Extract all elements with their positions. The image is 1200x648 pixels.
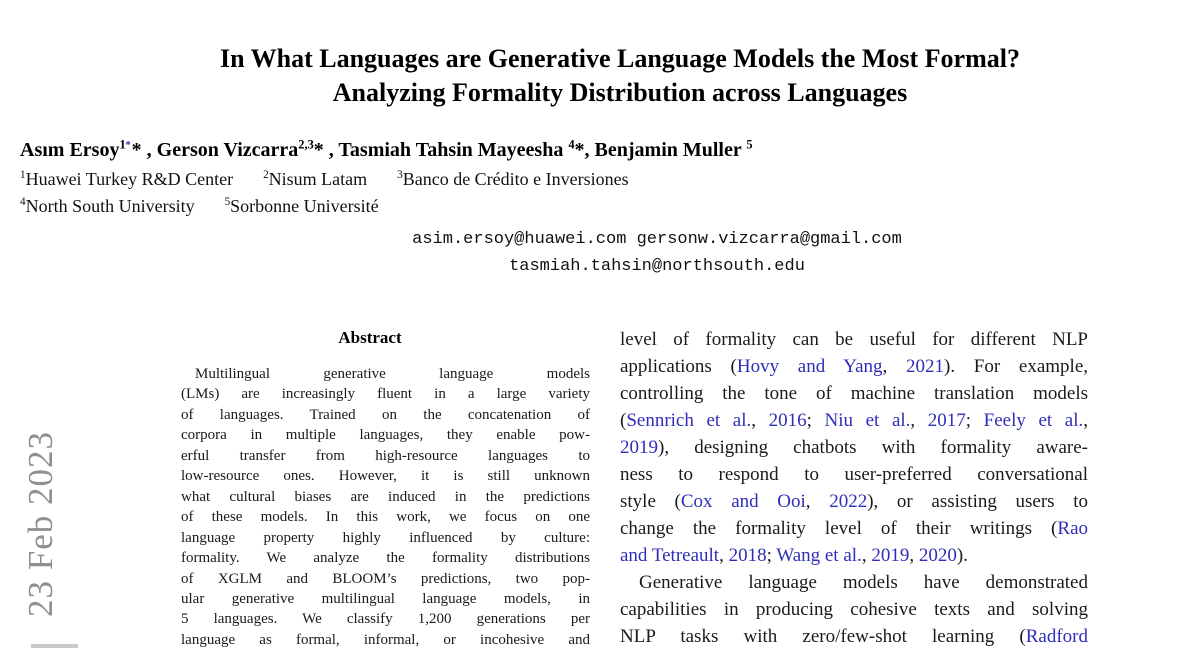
text-segment: , — [861, 545, 872, 566]
text-segment: ; — [806, 410, 825, 431]
text-segment: what cultural biases are induced in the predictions — [181, 488, 590, 505]
text-segment: , — [909, 545, 919, 566]
text-line — [620, 488, 1088, 515]
abstract-body — [181, 364, 590, 648]
text-line — [620, 326, 1088, 353]
text-line — [620, 569, 1088, 596]
superscript-marker: 4 — [568, 137, 575, 152]
citation-link[interactable]: Feely et al. — [983, 410, 1084, 431]
text-line — [181, 507, 590, 527]
email-line-1: asim.ersoy@huawei.com gersonw.vizcarra@gmail.com — [412, 230, 902, 249]
paper-title — [20, 42, 1200, 110]
paper-title-line2: Analyzing Formality Distribution across Languages — [332, 78, 908, 107]
text-segment: Multilingual generative language models — [195, 366, 590, 382]
author-line — [20, 139, 1200, 162]
abstract-heading: Abstract — [338, 328, 402, 347]
text-line — [620, 542, 1088, 569]
citation-link[interactable]: 2021 — [906, 356, 944, 377]
paper-title-line1: In What Languages are Generative Language Models the Most Formal? — [220, 44, 1020, 73]
text-segment: * , — [131, 139, 157, 161]
text-segment: language as formal, informal, or incohesive and — [181, 631, 590, 648]
affiliation-line-1 — [20, 169, 1200, 190]
citation-link[interactable]: 2020 — [918, 545, 957, 566]
text-line — [620, 623, 1088, 648]
citation-link[interactable]: and Tetreault — [620, 545, 720, 566]
text-line — [181, 405, 590, 425]
text-segment: ness to respond to user-preferred conversational — [620, 464, 1088, 485]
text-segment: ; — [766, 545, 777, 566]
text-segment: Gerson Vizcarra — [156, 139, 299, 161]
citation-link[interactable]: Niu et al. — [824, 410, 911, 431]
text-segment: change the formality level of their writings ( — [620, 518, 1058, 539]
superscript-marker: 1 — [119, 137, 126, 152]
text-line — [181, 384, 590, 404]
text-line — [181, 364, 590, 384]
text-segment: Asım Ersoy — [20, 139, 120, 161]
citation-link[interactable]: Wang et al. — [776, 545, 862, 566]
arxiv-date-stamp: 23 Feb 2023 — [21, 431, 60, 617]
text-segment: North South University — [25, 196, 195, 216]
text-segment: NLP tasks with zero/few-shot learning ( — [620, 626, 1026, 647]
text-segment: , — [1083, 410, 1089, 431]
superscript-marker: 2,3 — [298, 137, 314, 152]
text-segment: Huawei Turkey R&D Center — [25, 169, 234, 189]
text-segment: (LMs) are increasingly fluent in a large variety — [181, 386, 590, 403]
citation-link[interactable]: Rao — [1057, 518, 1088, 539]
text-line — [181, 487, 590, 507]
text-segment: ). For example, — [944, 356, 1089, 377]
citation-link[interactable]: Cox and Ooi — [680, 491, 806, 512]
introduction-column — [620, 326, 1088, 648]
text-segment: , — [882, 356, 906, 377]
text-segment: Banco de Crédito e Inversiones — [402, 169, 629, 189]
superscript-marker: 1 — [20, 169, 26, 181]
text-segment: formality. We analyze the formality distributions — [181, 550, 590, 567]
text-line — [181, 425, 590, 445]
text-line — [620, 461, 1088, 488]
citation-link[interactable]: 2019 — [620, 437, 658, 458]
text-segment: ( — [620, 410, 627, 431]
citation-link[interactable]: Hovy and Yang — [736, 356, 883, 377]
author-emails — [117, 226, 1197, 280]
superscript-marker: * — [125, 140, 131, 152]
text-segment: *, — [574, 139, 595, 161]
text-segment: Nisum Latam — [268, 169, 368, 189]
text-segment: , — [805, 491, 830, 512]
text-line — [181, 446, 590, 466]
text-segment: , — [751, 410, 769, 431]
citation-link[interactable]: Sennrich et al. — [626, 410, 752, 431]
text-line — [620, 596, 1088, 623]
text-segment: of XGLM and BLOOM’s predictions, two pop- — [181, 570, 590, 587]
citation-link[interactable]: Radford — [1025, 626, 1088, 647]
superscript-marker: 2 — [263, 169, 269, 181]
text-line — [20, 196, 1200, 217]
citation-link[interactable]: 2016 — [768, 410, 807, 431]
text-segment: applications ( — [620, 356, 737, 377]
superscript-marker: 4 — [20, 196, 26, 208]
text-segment: ), or assisting users to — [867, 491, 1089, 512]
text-line — [181, 609, 590, 629]
text-line — [20, 169, 1200, 190]
text-segment: language property highly influenced by culture: — [181, 529, 590, 546]
text-line — [181, 630, 590, 648]
text-segment: Generative language models have demonstrated — [639, 572, 1088, 593]
citation-link[interactable]: 2022 — [829, 491, 868, 512]
text-line — [20, 139, 1200, 162]
text-line — [620, 434, 1088, 461]
text-segment: capabilities in producing cohesive texts and solving — [620, 599, 1088, 620]
text-segment: low-resource ones. However, it is still unknown — [181, 468, 590, 485]
text-line — [181, 589, 590, 609]
superscript-marker: 5 — [746, 137, 753, 152]
text-line — [181, 548, 590, 568]
text-segment: * , — [313, 139, 339, 161]
text-segment: ; — [965, 410, 984, 431]
text-segment: of these models. In this work, we focus on one — [181, 509, 590, 526]
email-line-2: tasmiah.tahsin@northsouth.edu — [509, 257, 805, 276]
text-segment: ), designing chatbots with formality aware- — [658, 437, 1088, 458]
arxiv-stamp-partial — [31, 644, 78, 648]
text-line — [181, 569, 590, 589]
text-segment: , — [719, 545, 729, 566]
text-segment: controlling the tone of machine translation models — [620, 383, 1088, 404]
superscript-marker: 5 — [224, 196, 231, 208]
text-segment: erful transfer from high-resource languages to — [181, 447, 590, 464]
text-segment: Sorbonne Université — [230, 196, 379, 216]
text-line — [620, 353, 1088, 380]
text-line — [620, 407, 1088, 434]
text-segment: Tasmiah Tahsin Mayeesha — [338, 139, 569, 161]
text-segment: of languages. Trained on the concatenation of — [181, 406, 590, 423]
affiliation-line-2 — [20, 196, 1200, 217]
citation-link[interactable]: 2018 — [728, 545, 767, 566]
text-line — [181, 528, 590, 548]
citation-link[interactable]: 2019 — [871, 545, 910, 566]
text-segment: 5 languages. We classify 1,200 generations per — [181, 611, 590, 628]
citation-link[interactable]: 2017 — [927, 410, 966, 431]
text-segment: , — [910, 410, 928, 431]
text-segment: corpora in multiple languages, they enable pow- — [181, 427, 590, 444]
text-segment: Benjamin Muller — [594, 139, 747, 161]
text-segment: ular generative multilingual language models, in — [181, 590, 590, 607]
text-line — [181, 466, 590, 486]
text-segment: ). — [956, 545, 968, 566]
text-line — [620, 515, 1088, 542]
superscript-marker: 3 — [397, 169, 403, 181]
text-segment: style ( — [620, 491, 681, 512]
text-segment: level of formality can be useful for different NLP — [620, 329, 1088, 350]
text-line — [620, 380, 1088, 407]
